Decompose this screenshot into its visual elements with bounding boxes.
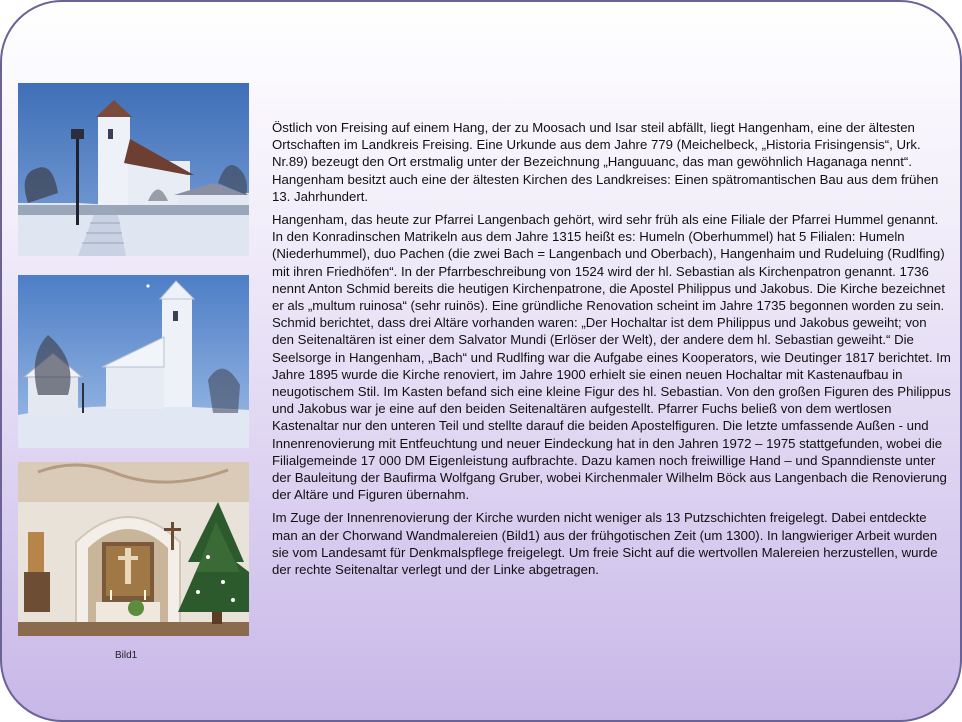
church-interior-photo (18, 462, 249, 636)
church-exterior-photo-2 (18, 275, 249, 448)
paragraph-1: Östlich von Freising auf einem Hang, der zu Moosach und Isar steil abfällt, liegt Hangenham, eine der ältesten Ortschaften im Landkreis Freising. Eine Urkunde aus dem Jahre 779 (Meichelbeck, „Historia Frisingensis“, Urk. Nr.89) bezeugt den Ort erstmalig unter der Bezeichnung „Hanguuanc, das man gewöhnlich Haganaga nennt“. Hangenham besitzt auch eine der ältesten Kirchen des Landkreises: Einen spätromantischen Bau aus dem frühen 13. Jahrhundert. (272, 120, 939, 204)
paragraph-3: Im Zuge der Innenrenovierung der Kirche wurden nicht weniger als 13 Putzschichten freigelegt. Dabei entdeckte man an der Chorwand Wandmalereien (Bild1) aus der frühgotischen Zeit (um 1300). In langwieriger Arbeit wurden sie vom Landesamt für Denkmalspflege freigelegt. Um freie Sicht auf die wertvollen Malereien herzustellen, wurde der rechte Seitenaltar verlegt und der Linke abgetragen. (272, 510, 938, 578)
image-caption: Bild1 (115, 650, 138, 661)
church-exterior-photo-1 (18, 83, 249, 256)
article-text (272, 119, 952, 584)
paragraph-2: Hangenham, das heute zur Pfarrei Langenbach gehört, wird sehr früh als eine Filiale der Pfarrei Hummel genannt. In den Konradinschen Matrikeln aus dem Jahre 1315 heißt es: Humeln (Oberhummel) hat 5 Filialen: Humeln (Niederhummel), duo Pachen (die zwei Bach = Langenbach und Oberbach), Hangenhaim und Rudeluing (Rudlfing) mit ihren Friedhöfen“. In der Pfarrbeschreibung von 1524 wird der hl. Sebastian als Kirchenpatron genannt. 1736 nennt Anton Schmid bereits die heutigen Kirchenpatrone, die Apostel Philippus und Jakobus. Die Kirche bezeichnet er als „multum ruinosa“ (sehr ruinös). Eine gründliche Renovation scheint im Jahre 1735 begonnen worden zu sein. Schmid berichtet, dass drei Altäre vorhanden waren: „Der Hochaltar ist dem Philippus und Jakobus geweiht; von den Seitenaltären ist einer dem Salvator Mundi (Erlöser der Welt), der andere dem hl. Sebastian geweiht.“ Die Seelsorge in Hangenham, „Bach“ und Rudlfing war die Aufgabe eines Kooperators, wie Deutinger 1817 berichtet. Im Jahre 1895 wurde die Kirche renoviert, im Jahre 1900 erhielt sie einen neuen Hochaltar mit Kastenaufbau in neugotischem Stil. Im Kasten befand sich eine kleine Figur des hl. Sebastian. Von den großen Figuren des Philippus und Jakobus war je eine auf den beiden Seitenaltären aufgestellt. Pfarrer Fuchs beließ von dem wertlosen Kastenaltar nur den unteren Teil und stellte darauf die beiden Apostelfiguren. Die letzte umfassende Außen - und Innenrenovierung mit Entfeuchtung und neuer Eindeckung hat in den Jahren 1972 – 1975 stattgefunden, wobei die Filialgemeinde 17 000 DM Eigenleistung aufbrachte. Dazu kamen noch freiwillige Hand – und Spanndienste unter der Bauleitung der Baufirma Wolfgang Gruber, wobei Kirchenmaler Wilhelm Böck aus Langenbach die Renovierung der Altäre und Figuren übernahm. (272, 212, 951, 503)
